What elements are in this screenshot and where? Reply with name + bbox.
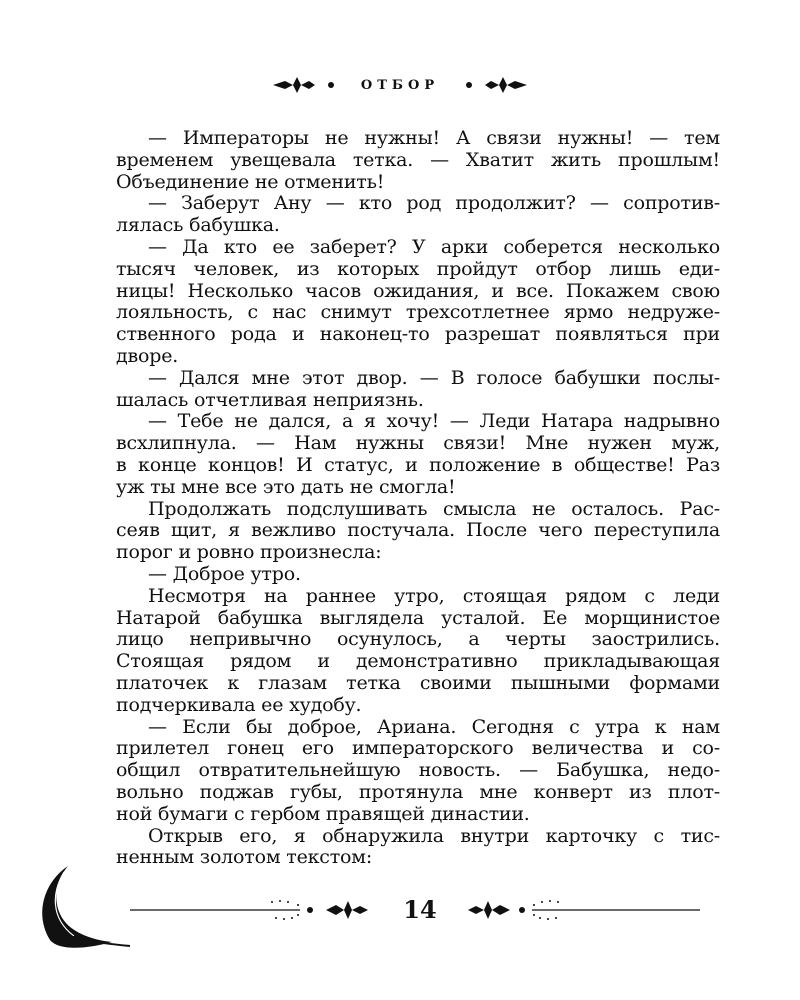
text-line: Несмотря на раннее утро, стоящая рядом с леди: [148, 584, 720, 607]
text-line: тысяч человек, из которых пройдут отбор лишь еди-: [116, 257, 720, 280]
text-line: дворе.: [116, 344, 179, 367]
running-title: ОТБОР: [360, 77, 440, 93]
text-line: лялась бабушка.: [116, 214, 280, 237]
running-header: [0, 70, 800, 100]
right-ornament-icon: [459, 75, 529, 95]
body-text: [116, 128, 720, 869]
text-line: ственного рода и наконец-то разрешат появляться при: [116, 323, 720, 346]
page-number: 14: [403, 895, 437, 924]
left-ornament-icon: [271, 75, 341, 95]
text-line: всхлипнула. — Нам нужны связи! Мне нужен муж,: [116, 432, 720, 455]
text-line: Натарой бабушка выглядела усталой. Ее морщинистое: [116, 606, 720, 629]
text-line: — Заберут Ану — кто род продолжит? — сопротив-: [148, 192, 720, 215]
text-line: вольно поджав губы, протянула мне конверт из плот-: [116, 780, 720, 803]
text-line: подчеркивала ее худобу.: [116, 693, 362, 716]
text-line: общил отвратительнейшую новость. — Бабушка, недо-: [116, 759, 720, 782]
text-line: ницы! Несколько часов ожидания, и все. Покажем свою: [116, 279, 720, 302]
text-line: сеяв щит, я вежливо постучала. После чего переступила: [116, 519, 720, 542]
text-line: — Дался мне этот двор. — В голосе бабушки послы-: [148, 366, 720, 389]
text-line: прилетел гонец его императорского величества и со-: [116, 737, 720, 760]
text-line: Объединение не отменить!: [116, 170, 385, 193]
text-line: порог и ровно произнесла:: [116, 541, 382, 564]
text-line: Стоящая рядом и демонстративно прикладывающая: [116, 650, 720, 673]
text-line: — Доброе утро.: [148, 562, 301, 585]
text-line: в конце концов! И статус, и положение в обществе! Раз: [116, 453, 720, 476]
text-line: платочек к глазам тетка своими пышными формами: [116, 671, 720, 694]
text-line: лояльность, с нас снимут трехсотлетнее ярмо недруже-: [116, 301, 720, 324]
text-line: — Если бы доброе, Ариана. Сегодня с утра к нам: [148, 715, 720, 738]
text-line: лицо непривычно осунулось, а черты заострились.: [116, 628, 720, 651]
text-line: Открыв его, я обнаружила внутри карточку с тис-: [148, 824, 720, 847]
text-line: — Императоры не нужны! А связи нужны! — тем: [148, 127, 720, 149]
text-line: Продолжать подслушивать смысла не осталось. Рас-: [148, 497, 720, 520]
text-line: временем увещевала тетка. — Хватит жить прошлым!: [116, 148, 720, 171]
text-line: ненным золотом текстом:: [116, 846, 373, 869]
text-line: — Да кто ее заберет? У арки соберется несколько: [148, 235, 720, 258]
text-line: шалась отчетливая неприязнь.: [116, 388, 424, 411]
text-line: — Тебе не дался, а я хочу! — Леди Натара надрывно: [148, 410, 720, 433]
text-line: уж ты мне все это дать не смогла!: [116, 475, 456, 498]
text-line: ной бумаги с гербом правящей династии.: [116, 802, 530, 825]
